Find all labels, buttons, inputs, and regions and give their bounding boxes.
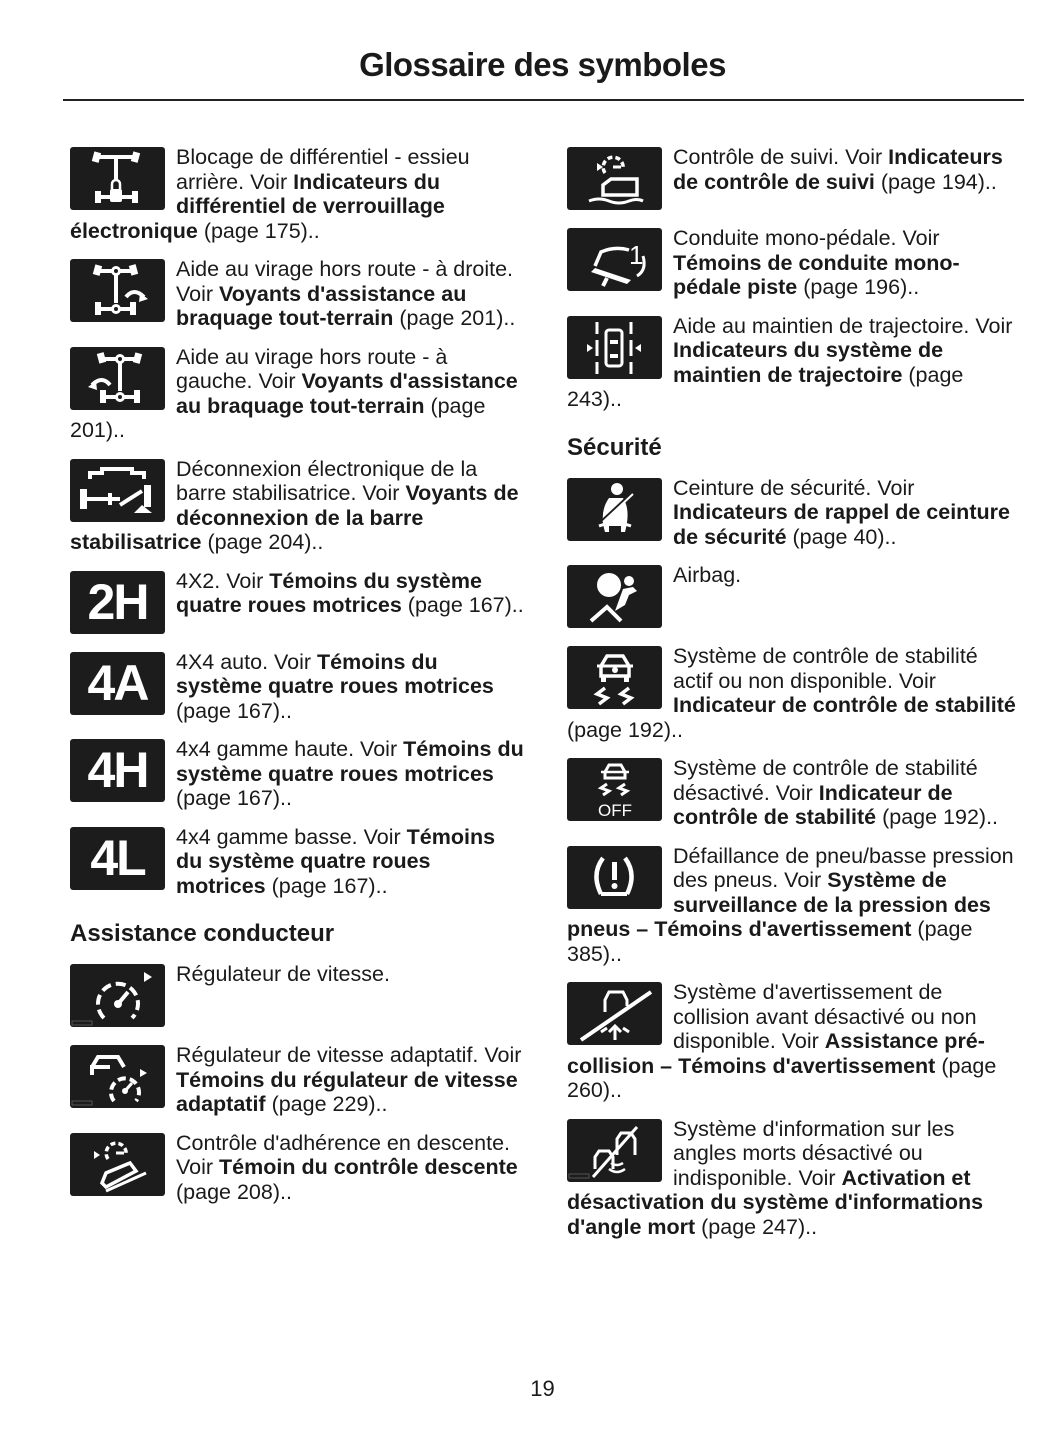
- cross-reference-link[interactable]: Voyants de déconnexion de la barre stabilisatrice: [70, 481, 519, 554]
- glossary-entry: Système de contrôle de stabilité actif ou non disponible. Voir Indicateur de contrôle de stabilité (page 192)..: [567, 644, 1016, 742]
- cross-reference-link[interactable]: Système de surveillance de la pression des pneus – Témoins d'avertissement: [567, 868, 991, 941]
- cross-reference-link[interactable]: Témoins du système quatre roues motrices: [176, 568, 482, 617]
- cross-reference-link[interactable]: Témoin du contrôle descente: [219, 1155, 518, 1179]
- title-divider: [63, 99, 1024, 101]
- cross-reference-link[interactable]: Témoins du régulateur de vitesse adaptatif: [176, 1067, 518, 1116]
- glossary-entry: Contrôle d'adhérence en descente. Voir Témoin du contrôle descente (page 208)..: [70, 1131, 525, 1205]
- glossary-entry: 1 Conduite mono-pédale. Voir Témoins de conduite mono-pédale piste (page 196)..: [567, 226, 1022, 300]
- glossary-entry: Régulateur de vitesse adaptatif. Voir Témoins du régulateur de vitesse adaptatif (page 229)..: [70, 1043, 525, 1117]
- offroad-turn-assist-right-icon: [70, 259, 165, 322]
- lane-keeping-icon: [567, 316, 662, 379]
- glossary-entry: Blocage de différentiel - essieu arrière. Voir Indicateurs du différentiel de verrouillage électronique (page 175)..: [70, 145, 470, 243]
- cruise-control-icon: [70, 964, 165, 1027]
- 4h-icon: 4H: [70, 739, 165, 802]
- glossary-entry: Aide au virage hors route - à droite. Voir Voyants d'assistance au braquage tout-terrain (page 201)..: [70, 257, 525, 331]
- page-number: 19: [530, 1376, 555, 1401]
- seatbelt-icon: [567, 478, 662, 541]
- pre-collision-off-icon: [567, 982, 662, 1045]
- left-column: [70, 145, 525, 1218]
- stability-control-off-icon: [567, 758, 662, 821]
- airbag-icon: [567, 565, 662, 628]
- cross-reference-link[interactable]: Assistance pré-collision – Témoins d'avertissement: [567, 1029, 985, 1078]
- glossary-entry: 4L 4x4 gamme basse. Voir Témoins du système quatre roues motrices (page 167)..: [70, 825, 525, 899]
- adaptive-cruise-control-icon: [70, 1045, 165, 1108]
- right-column: [567, 145, 1022, 1253]
- stability-control-icon: [567, 646, 662, 709]
- cross-reference-link[interactable]: Indicateur de contrôle de stabilité: [673, 780, 953, 829]
- cross-reference-link[interactable]: Voyants d'assistance au braquage tout-terrain: [176, 281, 467, 330]
- cross-reference-link[interactable]: Témoins du système quatre roues motrices: [176, 649, 494, 698]
- cross-reference-link[interactable]: Témoins du système quatre roues motrices: [176, 737, 524, 786]
- glossary-entry: 4A 4X4 auto. Voir Témoins du système quatre roues motrices (page 167)..: [70, 650, 525, 724]
- glossary-entry: 4H 4x4 gamme haute. Voir Témoins du système quatre roues motrices (page 167)..: [70, 737, 525, 811]
- cross-reference-link[interactable]: Témoins du système quatre roues motrices: [176, 824, 496, 898]
- section-heading: Assistance conducteur: [70, 920, 335, 947]
- cross-reference-link[interactable]: Indicateur de contrôle de stabilité: [673, 693, 1016, 717]
- glossary-entry: Régulateur de vitesse.: [70, 962, 525, 1029]
- glossary-entry: Système d'information sur les angles morts désactivé ou indisponible. Voir Activation et désactivation du système d'informations d'angle mort (page 247)..: [567, 1116, 984, 1239]
- cross-reference-link[interactable]: Indicateurs de rappel de ceinture de sécurité: [673, 500, 1010, 549]
- glossary-entry: 2H 4X2. Voir Témoins du système quatre roues motrices (page 167)..: [70, 569, 525, 636]
- glossary-entry: Ceinture de sécurité. Voir Indicateurs de rappel de ceinture de sécurité (page 40)..: [567, 476, 1022, 550]
- cross-reference-link[interactable]: Témoins de conduite mono-pédale piste: [673, 250, 960, 299]
- glossary-entry: Aide au virage hors route - à gauche. Voir Voyants d'assistance au braquage tout-terrain (page 201)..: [70, 344, 518, 442]
- 4a-icon: 4A: [70, 652, 165, 715]
- differential-lock-rear-icon: [70, 147, 165, 210]
- tire-pressure-icon: [567, 846, 662, 909]
- 4l-icon: 4L: [70, 827, 165, 890]
- cross-reference-link[interactable]: Activation et désactivation du système d'informations d'angle mort: [567, 1165, 984, 1239]
- glossary-entry: OFF Système de contrôle de stabilité désactivé. Voir Indicateur de contrôle de stabilité (page 192)..: [567, 756, 1022, 830]
- cross-reference-link[interactable]: Indicateurs du système de maintien de trajectoire: [673, 338, 944, 387]
- cross-reference-link[interactable]: Indicateurs du différentiel de verrouillage électronique: [70, 169, 445, 243]
- hill-descent-control-icon: [70, 1133, 165, 1196]
- offroad-turn-assist-left-icon: [70, 347, 165, 410]
- 2h-icon: 2H: [70, 571, 165, 634]
- svg-text:1: 1: [629, 240, 644, 270]
- one-pedal-drive-icon: [567, 228, 662, 291]
- glossary-entry: Défaillance de pneu/basse pression des pneus. Voir Système de surveillance de la pression des pneus – Témoins d'avertissement (page 385)..: [567, 843, 1014, 966]
- glossary-entry: Contrôle de suivi. Voir Indicateurs de contrôle de suivi (page 194)..: [567, 145, 1022, 212]
- cross-reference-link[interactable]: Voyants d'assistance au braquage tout-terrain: [176, 369, 518, 418]
- blind-spot-off-icon: [567, 1119, 662, 1182]
- stabilizer-bar-disconnect-icon: [70, 459, 165, 522]
- cross-reference-link[interactable]: Indicateurs de contrôle de suivi: [673, 145, 1003, 194]
- glossary-entry: Airbag.: [567, 563, 1022, 630]
- page-title: Glossaire des symboles: [359, 46, 726, 83]
- glossary-entry: Aide au maintien de trajectoire. Voir Indicateurs du système de maintien de trajectoire (page 243)..: [567, 313, 1013, 411]
- svg-text:OFF: OFF: [598, 801, 632, 820]
- glossary-entry: Déconnexion électronique de la barre stabilisatrice. Voir Voyants de déconnexion de la barre stabilisatrice (page 204)..: [70, 456, 519, 554]
- trail-control-icon: [567, 147, 662, 210]
- glossary-entry: Système d'avertissement de collision avant désactivé ou non disponible. Voir Assistance pré-collision – Témoins d'avertissement (page 260)..: [567, 980, 997, 1102]
- section-heading: Sécurité: [567, 433, 662, 461]
